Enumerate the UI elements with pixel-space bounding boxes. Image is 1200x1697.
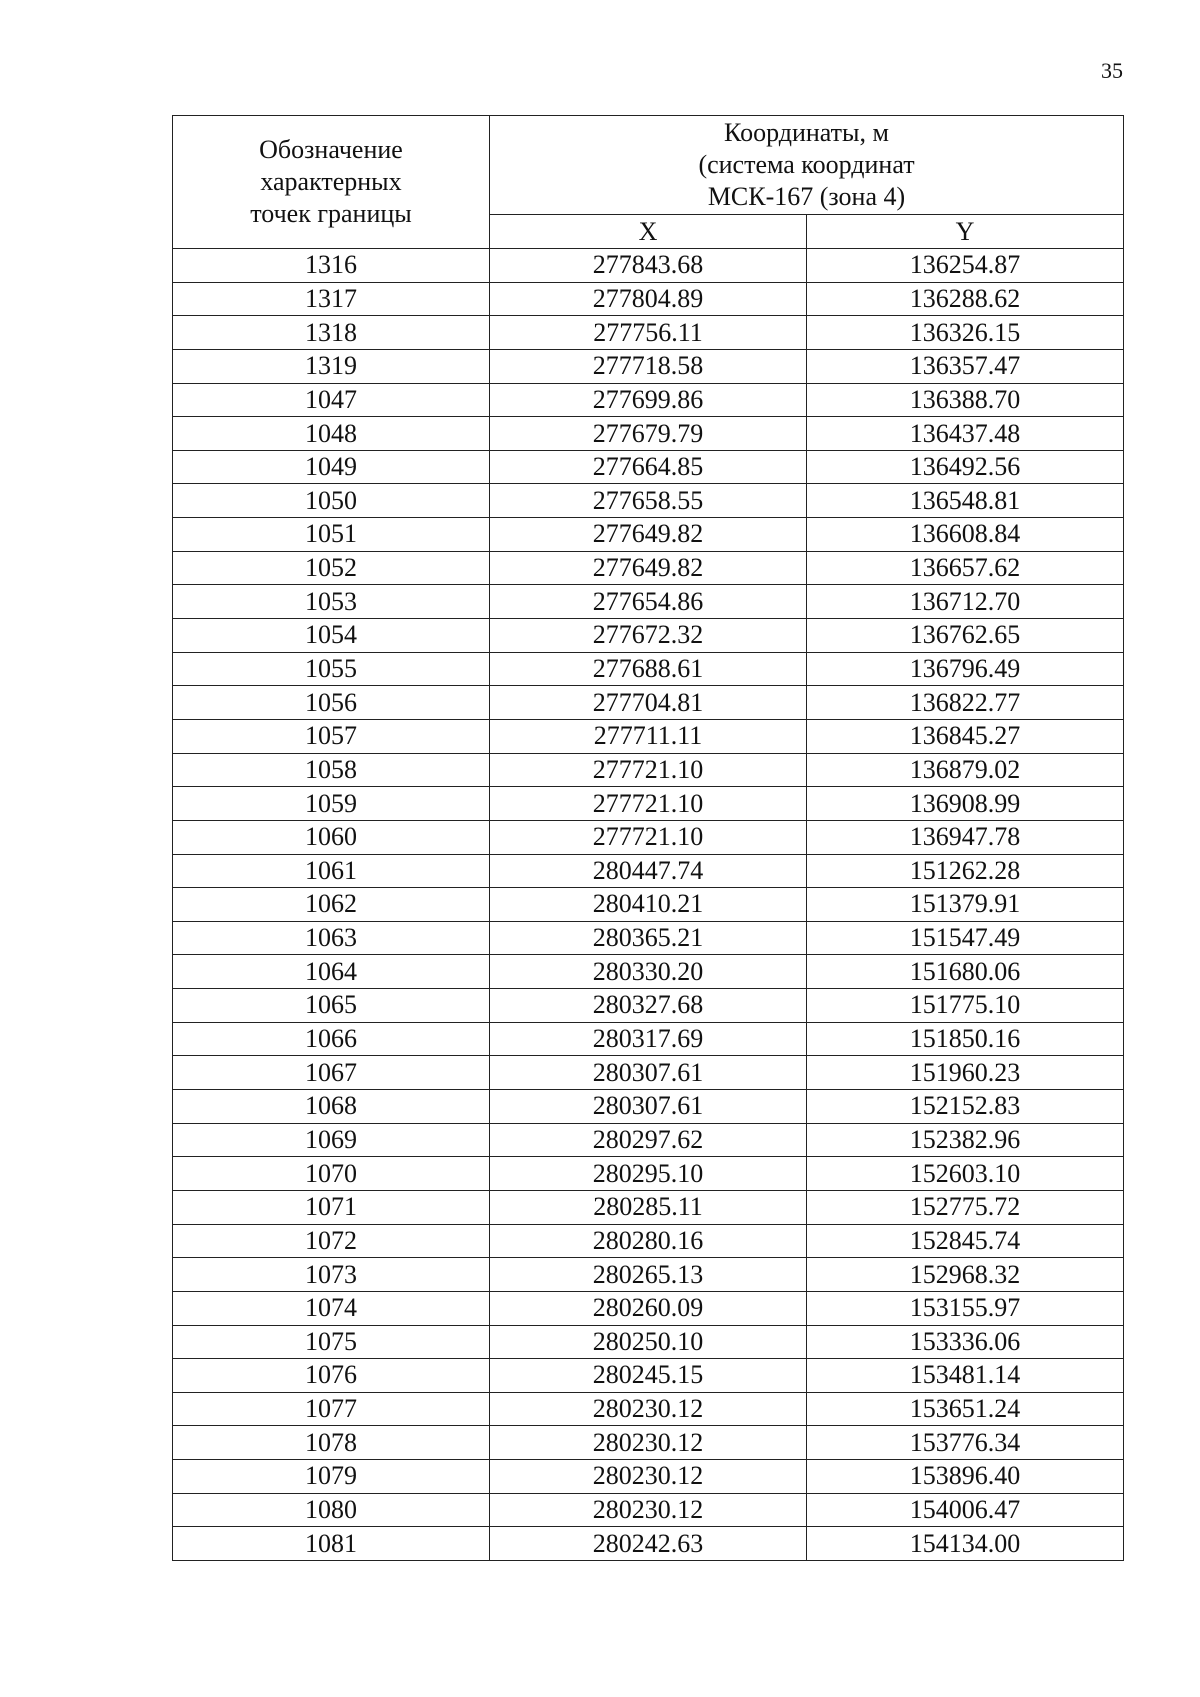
table-row xyxy=(173,518,1124,552)
table-row xyxy=(173,1056,1124,1090)
point-cell: 1072 xyxy=(173,1224,490,1258)
table-row xyxy=(173,417,1124,451)
table-row xyxy=(173,1258,1124,1292)
point-cell: 1316 xyxy=(173,249,490,283)
point-cell: 1074 xyxy=(173,1291,490,1325)
point-cell: 1056 xyxy=(173,686,490,720)
x-cell: 280307.61 xyxy=(490,1090,807,1124)
point-cell: 1048 xyxy=(173,417,490,451)
y-cell: 136657.62 xyxy=(807,551,1124,585)
x-cell: 277704.81 xyxy=(490,686,807,720)
point-cell: 1318 xyxy=(173,316,490,350)
x-cell: 277654.86 xyxy=(490,585,807,619)
x-cell: 280230.12 xyxy=(490,1392,807,1426)
point-cell: 1068 xyxy=(173,1090,490,1124)
x-cell: 280297.62 xyxy=(490,1123,807,1157)
point-cell: 1069 xyxy=(173,1123,490,1157)
y-cell: 136548.81 xyxy=(807,484,1124,518)
point-cell: 1317 xyxy=(173,282,490,316)
table-row xyxy=(173,450,1124,484)
y-cell: 136388.70 xyxy=(807,383,1124,417)
x-cell: 277843.68 xyxy=(490,249,807,283)
y-cell: 136796.49 xyxy=(807,652,1124,686)
table-row xyxy=(173,551,1124,585)
point-cell: 1050 xyxy=(173,484,490,518)
table-row xyxy=(173,619,1124,653)
table-row xyxy=(173,1022,1124,1056)
point-cell: 1061 xyxy=(173,854,490,888)
y-cell: 154006.47 xyxy=(807,1493,1124,1527)
x-cell: 280280.16 xyxy=(490,1224,807,1258)
header-point-line-1: Обозначение xyxy=(259,135,403,164)
x-cell: 280230.12 xyxy=(490,1460,807,1494)
y-cell: 136947.78 xyxy=(807,820,1124,854)
x-cell: 277679.79 xyxy=(490,417,807,451)
y-cell: 152603.10 xyxy=(807,1157,1124,1191)
x-cell: 277721.10 xyxy=(490,787,807,821)
y-cell: 153651.24 xyxy=(807,1392,1124,1426)
table-row xyxy=(173,1359,1124,1393)
x-cell: 277649.82 xyxy=(490,518,807,552)
table-header xyxy=(173,116,1124,249)
point-cell: 1047 xyxy=(173,383,490,417)
x-cell: 280230.12 xyxy=(490,1493,807,1527)
y-cell: 136326.15 xyxy=(807,316,1124,350)
y-cell: 136288.62 xyxy=(807,282,1124,316)
table-row xyxy=(173,686,1124,720)
x-cell: 277711.11 xyxy=(490,719,807,753)
x-cell: 280365.21 xyxy=(490,921,807,955)
point-cell: 1078 xyxy=(173,1426,490,1460)
header-coords-line-1: Координаты, м xyxy=(724,118,889,148)
y-cell: 136492.56 xyxy=(807,450,1124,484)
y-cell: 153336.06 xyxy=(807,1325,1124,1359)
y-cell: 151775.10 xyxy=(807,989,1124,1023)
table-row xyxy=(173,1291,1124,1325)
point-cell: 1071 xyxy=(173,1190,490,1224)
point-cell: 1052 xyxy=(173,551,490,585)
y-cell: 136712.70 xyxy=(807,585,1124,619)
table-row xyxy=(173,1527,1124,1561)
x-cell: 277664.85 xyxy=(490,450,807,484)
x-cell: 277699.86 xyxy=(490,383,807,417)
y-cell: 154134.00 xyxy=(807,1527,1124,1561)
point-cell: 1067 xyxy=(173,1056,490,1090)
table-row xyxy=(173,316,1124,350)
point-cell: 1064 xyxy=(173,955,490,989)
table-row xyxy=(173,585,1124,619)
table-row xyxy=(173,1460,1124,1494)
y-cell: 136908.99 xyxy=(807,787,1124,821)
x-cell: 277804.89 xyxy=(490,282,807,316)
table-row xyxy=(173,820,1124,854)
point-cell: 1051 xyxy=(173,518,490,552)
point-cell: 1081 xyxy=(173,1527,490,1561)
y-cell: 151547.49 xyxy=(807,921,1124,955)
x-cell: 280327.68 xyxy=(490,989,807,1023)
point-cell: 1075 xyxy=(173,1325,490,1359)
table-row xyxy=(173,787,1124,821)
y-cell: 136357.47 xyxy=(807,349,1124,383)
x-cell: 280307.61 xyxy=(490,1056,807,1090)
table-row xyxy=(173,484,1124,518)
point-cell: 1054 xyxy=(173,619,490,653)
x-cell: 277718.58 xyxy=(490,349,807,383)
page-number: 35 xyxy=(1101,58,1123,83)
point-cell: 1080 xyxy=(173,1493,490,1527)
table-row xyxy=(173,955,1124,989)
y-cell: 151680.06 xyxy=(807,955,1124,989)
y-cell: 136254.87 xyxy=(807,249,1124,283)
table-body xyxy=(173,249,1124,1561)
table-row xyxy=(173,383,1124,417)
point-cell: 1057 xyxy=(173,719,490,753)
x-cell: 280250.10 xyxy=(490,1325,807,1359)
header-coordinates-group xyxy=(490,116,1124,215)
header-point-line-2: характерных xyxy=(260,167,402,196)
table-row xyxy=(173,282,1124,316)
point-cell: 1073 xyxy=(173,1258,490,1292)
y-cell: 151960.23 xyxy=(807,1056,1124,1090)
point-cell: 1070 xyxy=(173,1157,490,1191)
y-cell: 151379.91 xyxy=(807,888,1124,922)
table-row xyxy=(173,1157,1124,1191)
x-cell: 277688.61 xyxy=(490,652,807,686)
x-cell: 280447.74 xyxy=(490,854,807,888)
x-cell: 280242.63 xyxy=(490,1527,807,1561)
x-cell: 277756.11 xyxy=(490,316,807,350)
y-cell: 136608.84 xyxy=(807,518,1124,552)
y-cell: 153776.34 xyxy=(807,1426,1124,1460)
table-row xyxy=(173,1123,1124,1157)
point-cell: 1319 xyxy=(173,349,490,383)
y-cell: 136822.77 xyxy=(807,686,1124,720)
x-cell: 280295.10 xyxy=(490,1157,807,1191)
y-cell: 153896.40 xyxy=(807,1460,1124,1494)
point-cell: 1063 xyxy=(173,921,490,955)
point-cell: 1066 xyxy=(173,1022,490,1056)
point-cell: 1060 xyxy=(173,820,490,854)
header-coords-line-3: МСК-167 (зона 4) xyxy=(707,182,906,212)
y-cell: 152382.96 xyxy=(807,1123,1124,1157)
table-row xyxy=(173,888,1124,922)
table-row xyxy=(173,1090,1124,1124)
x-cell: 280260.09 xyxy=(490,1291,807,1325)
x-cell: 280330.20 xyxy=(490,955,807,989)
header-x: X xyxy=(490,215,807,249)
y-cell: 136762.65 xyxy=(807,619,1124,653)
y-cell: 152968.32 xyxy=(807,1258,1124,1292)
x-cell: 280230.12 xyxy=(490,1426,807,1460)
table-row xyxy=(173,652,1124,686)
table-row xyxy=(173,1426,1124,1460)
x-cell: 277658.55 xyxy=(490,484,807,518)
point-cell: 1062 xyxy=(173,888,490,922)
point-cell: 1049 xyxy=(173,450,490,484)
y-cell: 136845.27 xyxy=(807,719,1124,753)
header-point-line-3: точек границы xyxy=(250,199,412,228)
header-point-designation xyxy=(173,116,490,249)
x-cell: 280245.15 xyxy=(490,1359,807,1393)
table-row xyxy=(173,349,1124,383)
y-cell: 136879.02 xyxy=(807,753,1124,787)
table-row xyxy=(173,1392,1124,1426)
x-cell: 280285.11 xyxy=(490,1190,807,1224)
y-cell: 153155.97 xyxy=(807,1291,1124,1325)
table-row xyxy=(173,1493,1124,1527)
x-cell: 277721.10 xyxy=(490,820,807,854)
point-cell: 1079 xyxy=(173,1460,490,1494)
point-cell: 1053 xyxy=(173,585,490,619)
table-row xyxy=(173,1190,1124,1224)
header-y: Y xyxy=(807,215,1124,249)
table-row xyxy=(173,1325,1124,1359)
y-cell: 151262.28 xyxy=(807,854,1124,888)
x-cell: 277721.10 xyxy=(490,753,807,787)
table-row xyxy=(173,719,1124,753)
x-cell: 277649.82 xyxy=(490,551,807,585)
x-cell: 280317.69 xyxy=(490,1022,807,1056)
y-cell: 151850.16 xyxy=(807,1022,1124,1056)
point-cell: 1076 xyxy=(173,1359,490,1393)
x-cell: 280410.21 xyxy=(490,888,807,922)
table-row xyxy=(173,854,1124,888)
point-cell: 1077 xyxy=(173,1392,490,1426)
y-cell: 136437.48 xyxy=(807,417,1124,451)
table-row xyxy=(173,1224,1124,1258)
y-cell: 152152.83 xyxy=(807,1090,1124,1124)
point-cell: 1065 xyxy=(173,989,490,1023)
coordinates-table xyxy=(172,115,1124,1561)
point-cell: 1058 xyxy=(173,753,490,787)
x-cell: 277672.32 xyxy=(490,619,807,653)
point-cell: 1059 xyxy=(173,787,490,821)
y-cell: 153481.14 xyxy=(807,1359,1124,1393)
y-cell: 152845.74 xyxy=(807,1224,1124,1258)
header-coords-line-2: (система координат xyxy=(698,150,915,180)
table-row xyxy=(173,989,1124,1023)
x-cell: 280265.13 xyxy=(490,1258,807,1292)
point-cell: 1055 xyxy=(173,652,490,686)
table-row xyxy=(173,921,1124,955)
y-cell: 152775.72 xyxy=(807,1190,1124,1224)
table-row xyxy=(173,753,1124,787)
table-row xyxy=(173,249,1124,283)
